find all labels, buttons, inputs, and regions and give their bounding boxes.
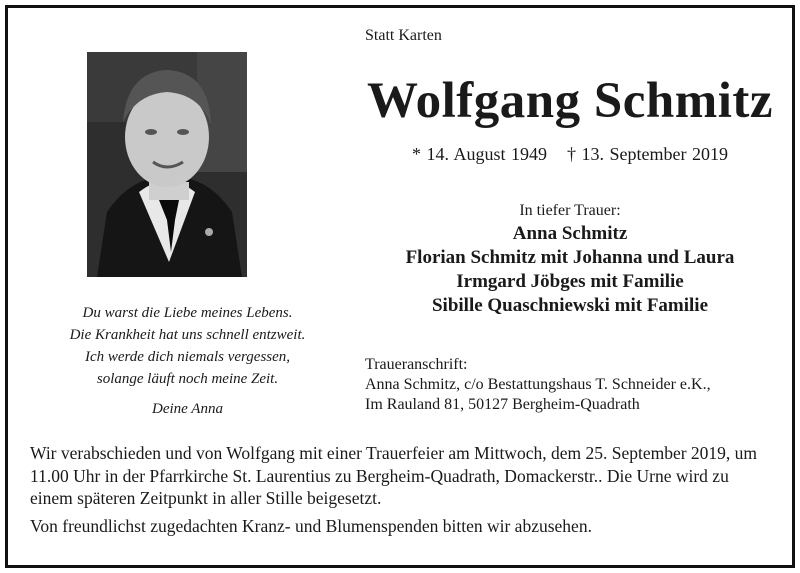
deceased-name: Wolfgang Schmitz: [366, 73, 774, 129]
poem-line: Die Krankheit hat uns schnell entzweit.: [69, 327, 306, 343]
birth-date: * 14. August 1949: [412, 144, 548, 164]
poem-line: Du warst die Liebe meines Lebens.: [82, 305, 293, 321]
portrait-photo: [87, 52, 247, 277]
mourners-block: [340, 202, 800, 318]
statt-karten-label: Statt Karten: [365, 27, 442, 44]
poem-line: solange läuft noch meine Zeit.: [96, 371, 279, 387]
mourners-intro: In tiefer Trauer:: [519, 202, 621, 219]
poem-line: Ich werde dich niemals vergessen,: [84, 349, 291, 365]
address-line: Im Rauland 81, 50127 Bergheim-Quadrath: [365, 396, 640, 413]
portrait-illustration: [87, 52, 247, 277]
mourner-name: Irmgard Jöbges mit Familie: [456, 271, 684, 292]
life-dates: [340, 144, 800, 165]
mourner-name: Florian Schmitz mit Johanna und Laura: [405, 247, 735, 268]
death-date: † 13. September 2019: [567, 144, 728, 164]
funeral-details-paragraph: Wir verabschieden und von Wolfgang mit einer Trauerfeier am Mittwoch, dem 25. September 2019, um 11.00 Uhr in der Pfarrkirche St. Laurentius zu Bergheim-Quadrath, Domackerstr.. Die Urne wird zu einem späteren Zeitpunkt in aller Stille beigesetzt.: [30, 443, 758, 508]
poem-signoff: Deine Anna: [152, 401, 223, 417]
mourning-address: [365, 355, 711, 415]
mourner-name: Anna Schmitz: [512, 223, 628, 244]
address-line: Anna Schmitz, c/o Bestattungshaus T. Schneider e.K.,: [365, 376, 711, 393]
funeral-notice-text: [30, 442, 775, 537]
mourner-name: Sibille Quaschniewski mit Familie: [431, 295, 709, 316]
address-label: Traueranschrift:: [365, 356, 468, 373]
flowers-request-paragraph: Von freundlichst zugedachten Kranz- und Blumenspenden bitten wir abzusehen.: [30, 515, 592, 536]
poem: [40, 302, 335, 420]
